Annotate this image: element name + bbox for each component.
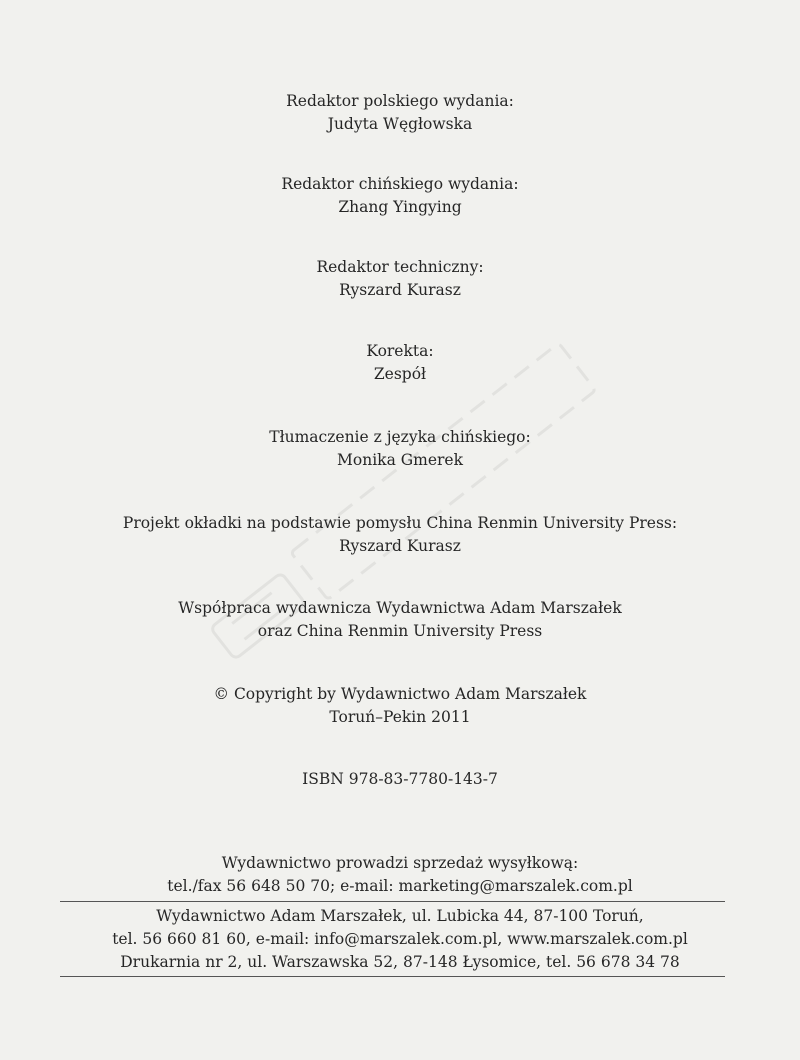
publisher-contact-line: tel. 56 660 81 60, e-mail: info@marszalek.com.pl, www.marszalek.com.pl [112, 930, 688, 948]
printing-house-line: Drukarnia nr 2, ul. Warszawska 52, 87-148 Łysomice, tel. 56 678 34 78 [120, 953, 680, 971]
divider-bottom [60, 976, 725, 977]
cooperation-line: Współpraca wydawnicza Wydawnictwa Adam Marszałek [178, 599, 622, 617]
isbn: ISBN 978-83-7780-143-7 [302, 770, 498, 788]
credit-translation [0, 426, 800, 472]
divider-top [60, 901, 725, 902]
credit-role: Redaktor chińskiego wydania: [281, 175, 519, 193]
publishing-cooperation [0, 597, 800, 643]
isbn-block [0, 768, 800, 791]
publisher-address-line: Wydawnictwo Adam Marszałek, ul. Lubicka 44, 87-100 Toruń, [156, 907, 644, 925]
credit-role: Redaktor techniczny: [316, 258, 484, 276]
credit-cover-design [0, 512, 800, 558]
cooperation-line: oraz China Renmin University Press [257, 622, 543, 640]
credit-role: Tłumaczenie z języka chińskiego: [269, 428, 531, 446]
publisher-address [0, 905, 800, 974]
credit-name: Zhang Yingying [338, 198, 462, 216]
credit-role: Korekta: [366, 342, 434, 360]
mail-order-info [0, 852, 800, 898]
credit-name: Zespół [373, 365, 427, 383]
copyright-line: © Copyright by Wydawnictwo Adam Marszałek [213, 685, 587, 703]
credit-polish-editor [0, 90, 800, 136]
credit-name: Judyta Węgłowska [327, 115, 473, 133]
credit-proofreading [0, 340, 800, 386]
credit-role: Redaktor polskiego wydania: [286, 92, 514, 110]
copyright-notice [0, 683, 800, 729]
credit-technical-editor [0, 256, 800, 302]
copyright-place-year: Toruń–Pekin 2011 [329, 708, 471, 726]
sales-line: Wydawnictwo prowadzi sprzedaż wysyłkową: [221, 854, 579, 872]
credit-name: Ryszard Kurasz [339, 537, 461, 555]
credit-role: Projekt okładki na podstawie pomysłu China Renmin University Press: [122, 514, 678, 532]
credit-name: Monika Gmerek [337, 451, 463, 469]
credit-name: Ryszard Kurasz [339, 281, 461, 299]
sales-contact: tel./fax 56 648 50 70; e-mail: marketing@marszalek.com.pl [167, 877, 633, 895]
credit-chinese-editor [0, 173, 800, 219]
